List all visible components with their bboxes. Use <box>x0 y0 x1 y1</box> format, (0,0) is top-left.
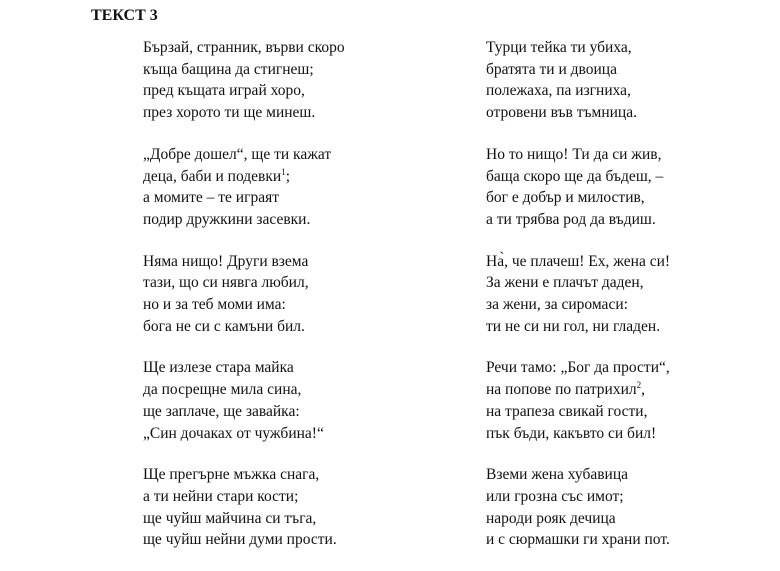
verse-line: На̀, че плачеш! Ех, жена си! <box>486 252 671 270</box>
verse-line: Ще прегърне мъжка снага, <box>143 466 320 484</box>
verse-line: а ти нейни стари кости; <box>143 487 299 505</box>
verse-line: пък бъди, какъвто си бил! <box>486 424 657 442</box>
footnote-marker: 1 <box>281 166 286 177</box>
verse-line: народи рояк дечица <box>486 509 616 527</box>
verse-line: а ти трябва род да въдиш. <box>486 210 656 228</box>
verse-line: подир дружкини засевки. <box>143 210 311 228</box>
verse-line: ще чуйш нейни думи прости. <box>143 531 337 549</box>
footnote-marker: 2 <box>636 380 642 391</box>
stanza <box>143 464 345 551</box>
stanza <box>486 464 670 551</box>
verse-line: на трапеза свикай гости, <box>486 402 648 420</box>
verse-line: братята ти и двоица <box>486 60 617 78</box>
verse-line: или грозна със имот; <box>486 487 624 505</box>
verse-line: Речи тамо: „Бог да прости“, <box>486 359 670 377</box>
verse-line: полежаха, па изгниха, <box>486 82 631 100</box>
stanza <box>486 37 670 124</box>
verse-line: пред къщата играй хоро, <box>143 82 305 100</box>
verse-line: Но то нищо! Ти да си жив, <box>486 145 662 163</box>
verse-line: ще заплаче, ще завайка: <box>143 402 300 420</box>
verse-line: Няма нищо! Други взема <box>143 252 309 270</box>
verse-line: „Син дочаках от чужбина!“ <box>143 424 324 442</box>
verse-line: ти не си ни гол, ни гладен. <box>486 317 661 335</box>
verse-text: деца, баби и подевки <box>143 167 282 185</box>
verse-line: бог е добър и милостив, <box>486 189 645 207</box>
verse-punctuation: , <box>641 381 645 399</box>
verse-line: ще чуйш майчина си тъга, <box>143 509 317 527</box>
verse-line: Турци тейка ти убиха, <box>486 39 632 56</box>
poem-column-left <box>143 37 345 571</box>
verse-line <box>143 166 345 188</box>
verse-text: на попове по патрихил <box>486 381 637 399</box>
stanza <box>486 251 670 338</box>
stanza <box>143 357 345 444</box>
stanza <box>486 144 670 231</box>
verse-line: Вземи жена хубавица <box>486 466 629 484</box>
stanza <box>143 251 345 338</box>
verse-line: отровени във тъмница. <box>486 104 637 122</box>
stanza <box>486 357 670 444</box>
verse-line: баща скоро ще да бъдеш, – <box>486 167 664 185</box>
verse-line: да посрещне мила сина, <box>143 381 302 399</box>
stanza <box>143 144 345 231</box>
verse-line: „Добре дошел“, ще ти кажат <box>143 145 332 163</box>
verse-line: за жени, за сиромаси: <box>486 296 628 314</box>
verse-line: За жени е плачът даден, <box>486 274 644 292</box>
poem-column-right <box>486 37 670 571</box>
verse-line: но и за теб моми има: <box>143 296 286 314</box>
verse-line <box>486 379 670 401</box>
verse-line: Ще излезе стара майка <box>143 359 294 377</box>
stanza <box>143 37 345 124</box>
verse-line: през хорото ти ще минеш. <box>143 104 316 122</box>
verse-line: а момите – те играят <box>143 189 279 207</box>
verse-line: къща бащина да стигнеш; <box>143 60 314 78</box>
verse-punctuation: ; <box>285 167 291 185</box>
page-heading: ТЕКСТ 3 <box>91 7 158 24</box>
verse-line: тази, що си нявга любил, <box>143 274 309 292</box>
verse-line: Бързай, странник, върви скоро <box>143 39 345 56</box>
verse-line: бога не си с камъни бил. <box>143 317 305 335</box>
verse-line: и с сюрмашки ги храни пот. <box>486 531 670 549</box>
